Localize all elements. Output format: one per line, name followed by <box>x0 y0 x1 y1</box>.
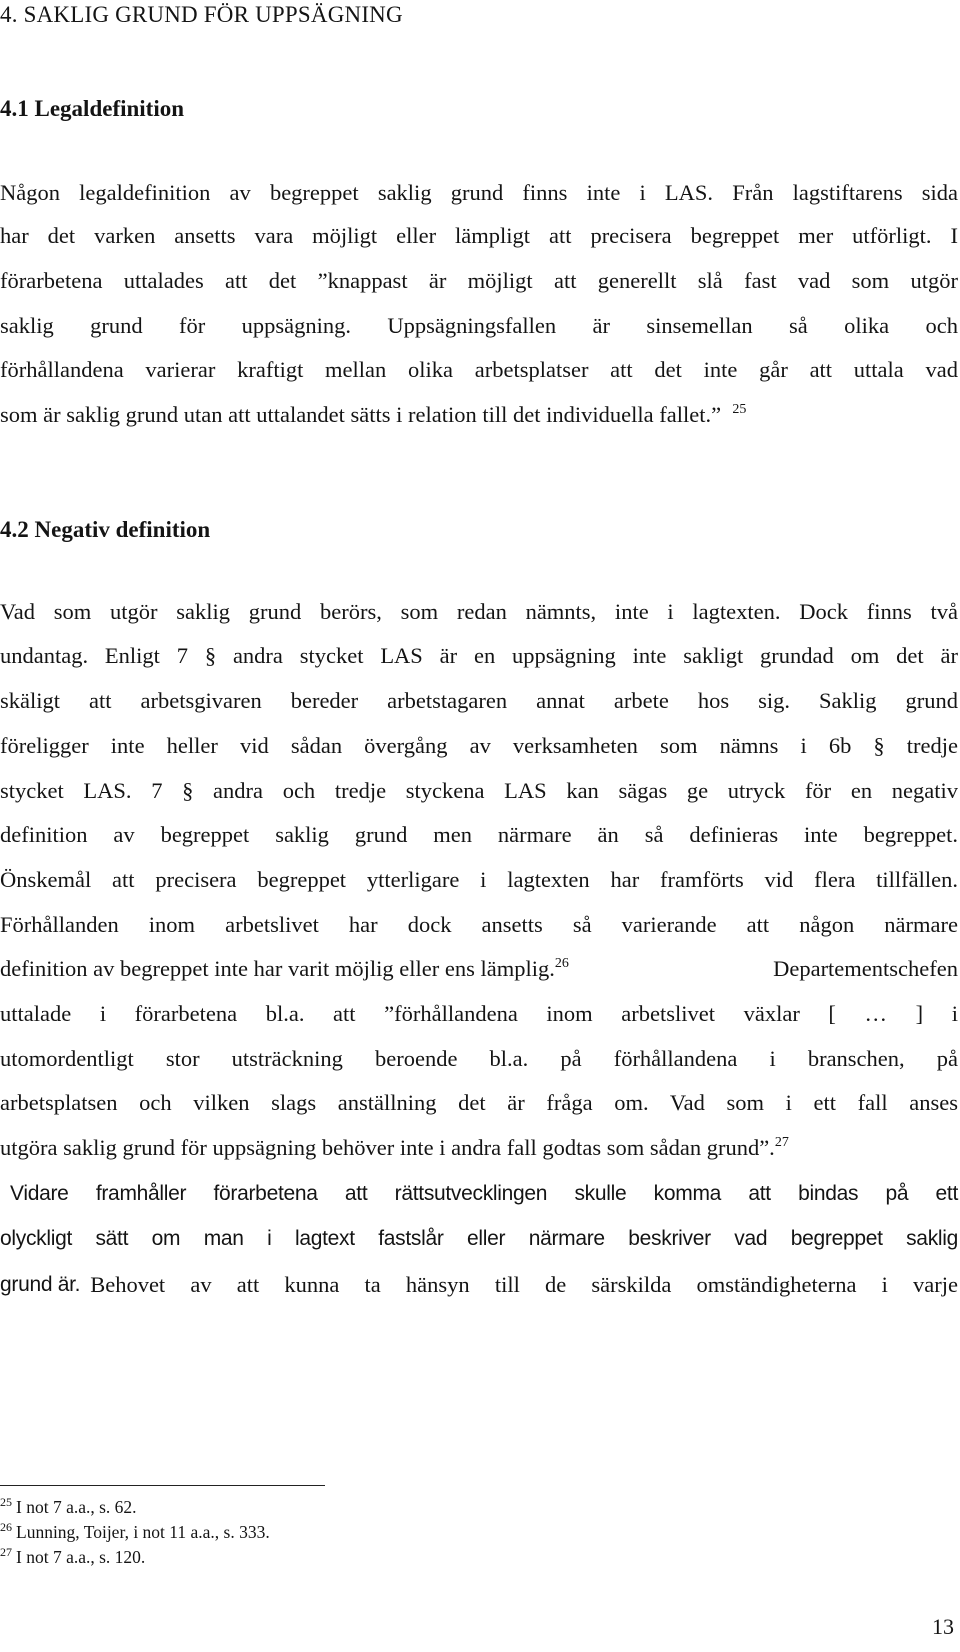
footnote-number: 27 <box>0 1545 12 1559</box>
footnote-number: 26 <box>0 1520 12 1534</box>
paragraph-line <box>0 1133 958 1163</box>
paragraph-line: definition av begreppet saklig grund men närmare än så definieras inte begreppet. <box>0 822 958 847</box>
paragraph-line-text-a <box>0 954 569 984</box>
paragraph-line: uttalade i förarbetena bl.a. att ”förhållandena inom arbetslivet växlar [ … ] i <box>0 1001 958 1026</box>
page-number: 13 <box>932 1614 954 1639</box>
paragraph-line: saklig grund för uppsägning. Uppsägningsfallen är sinsemellan så olika och <box>0 313 958 338</box>
paragraph-line-text-b: Departementschefen <box>773 956 958 981</box>
paragraph-line: förhållandena varierar kraftigt mellan olika arbetsplatser att det inte går att uttala vad <box>0 357 958 382</box>
paragraph-line: olyckligt sätt om man i lagtext fastslår eller närmare beskriver vad begreppet saklig <box>0 1227 958 1250</box>
footnote-ref: 25 <box>732 402 747 417</box>
paragraph-line: Önskemål att precisera begreppet ytterligare i lagtexten har framförts vid flera tillfällen. <box>0 867 958 892</box>
footnote-text: I not 7 a.a., s. 62. <box>16 1497 137 1517</box>
section-heading-negativ-definition: 4.2 Negativ definition <box>0 517 211 542</box>
footnote-ref: 27 <box>774 1135 789 1150</box>
paragraph-line: Förhållanden inom arbetslivet har dock ansetts så varierande att någon närmare <box>0 912 958 937</box>
paragraph-line-text: som är saklig grund utan att uttalandet sätts i relation till det individuella fallet.” <box>0 402 722 427</box>
chapter-heading: 4. SAKLIG GRUND FÖR UPPSÄGNING <box>0 2 403 27</box>
section-heading-legaldefinition: 4.1 Legaldefinition <box>0 96 185 121</box>
footnote <box>0 1546 145 1568</box>
paragraph-line: Vidare framhåller förarbetena att rättsutvecklingen skulle komma att bindas på ett <box>10 1182 958 1205</box>
footnote <box>0 1521 270 1543</box>
footnote-text: I not 7 a.a., s. 120. <box>16 1547 146 1567</box>
paragraph-line: utomordentligt stor utsträckning beroende bl.a. på förhållandena i branschen, på <box>0 1046 958 1071</box>
footnote-ref: 26 <box>554 956 569 971</box>
paragraph-line-text: utgöra saklig grund för uppsägning behöver inte i andra fall godtas som sådan grund”. <box>0 1135 775 1160</box>
paragraph-line-text-b: Behovet av att kunna ta hänsyn till de särskilda omständigheterna i varje <box>90 1272 958 1297</box>
paragraph-line <box>0 954 958 984</box>
paragraph-line: Vad som utgör saklig grund berörs, som redan nämnts, inte i lagtexten. Dock finns två <box>0 599 958 624</box>
paragraph-line: har det varken ansetts vara möjligt eller lämpligt att precisera begreppet mer utförligt. I <box>0 223 958 248</box>
footnote <box>0 1496 137 1518</box>
line-fragment: definition av begreppet inte har varit möjlig eller ens lämplig. <box>0 956 555 981</box>
paragraph-line: Någon legaldefinition av begreppet saklig grund finns inte i LAS. Från lagstiftarens sida <box>0 180 958 205</box>
paragraph-line: undantag. Enligt 7 § andra stycket LAS är en uppsägning inte sakligt grundad om det är <box>0 643 958 668</box>
paragraph-line <box>0 400 958 430</box>
footnote-separator <box>0 1485 325 1486</box>
paragraph-line: förarbetena uttalades att det ”knappast är möjligt att generellt slå fast vad som utgör <box>0 268 958 293</box>
paragraph-line <box>0 1270 958 1300</box>
paragraph-line: skäligt att arbetsgivaren bereder arbetstagaren annat arbete hos sig. Saklig grund <box>0 688 958 713</box>
footnote-number: 25 <box>0 1495 12 1509</box>
paragraph-line-text-a: grund är. <box>0 1273 81 1296</box>
paragraph-line: föreligger inte heller vid sådan övergång av verksamheten som nämns i 6b § tredje <box>0 733 958 758</box>
paragraph-line: stycket LAS. 7 § andra och tredje styckena LAS kan sägas ge utryck för en negativ <box>0 778 958 803</box>
footnote-text: Lunning, Toijer, i not 11 a.a., s. 333. <box>16 1522 270 1542</box>
paragraph-line: arbetsplatsen och vilken slags anställning det är fråga om. Vad som i ett fall anses <box>0 1090 958 1115</box>
